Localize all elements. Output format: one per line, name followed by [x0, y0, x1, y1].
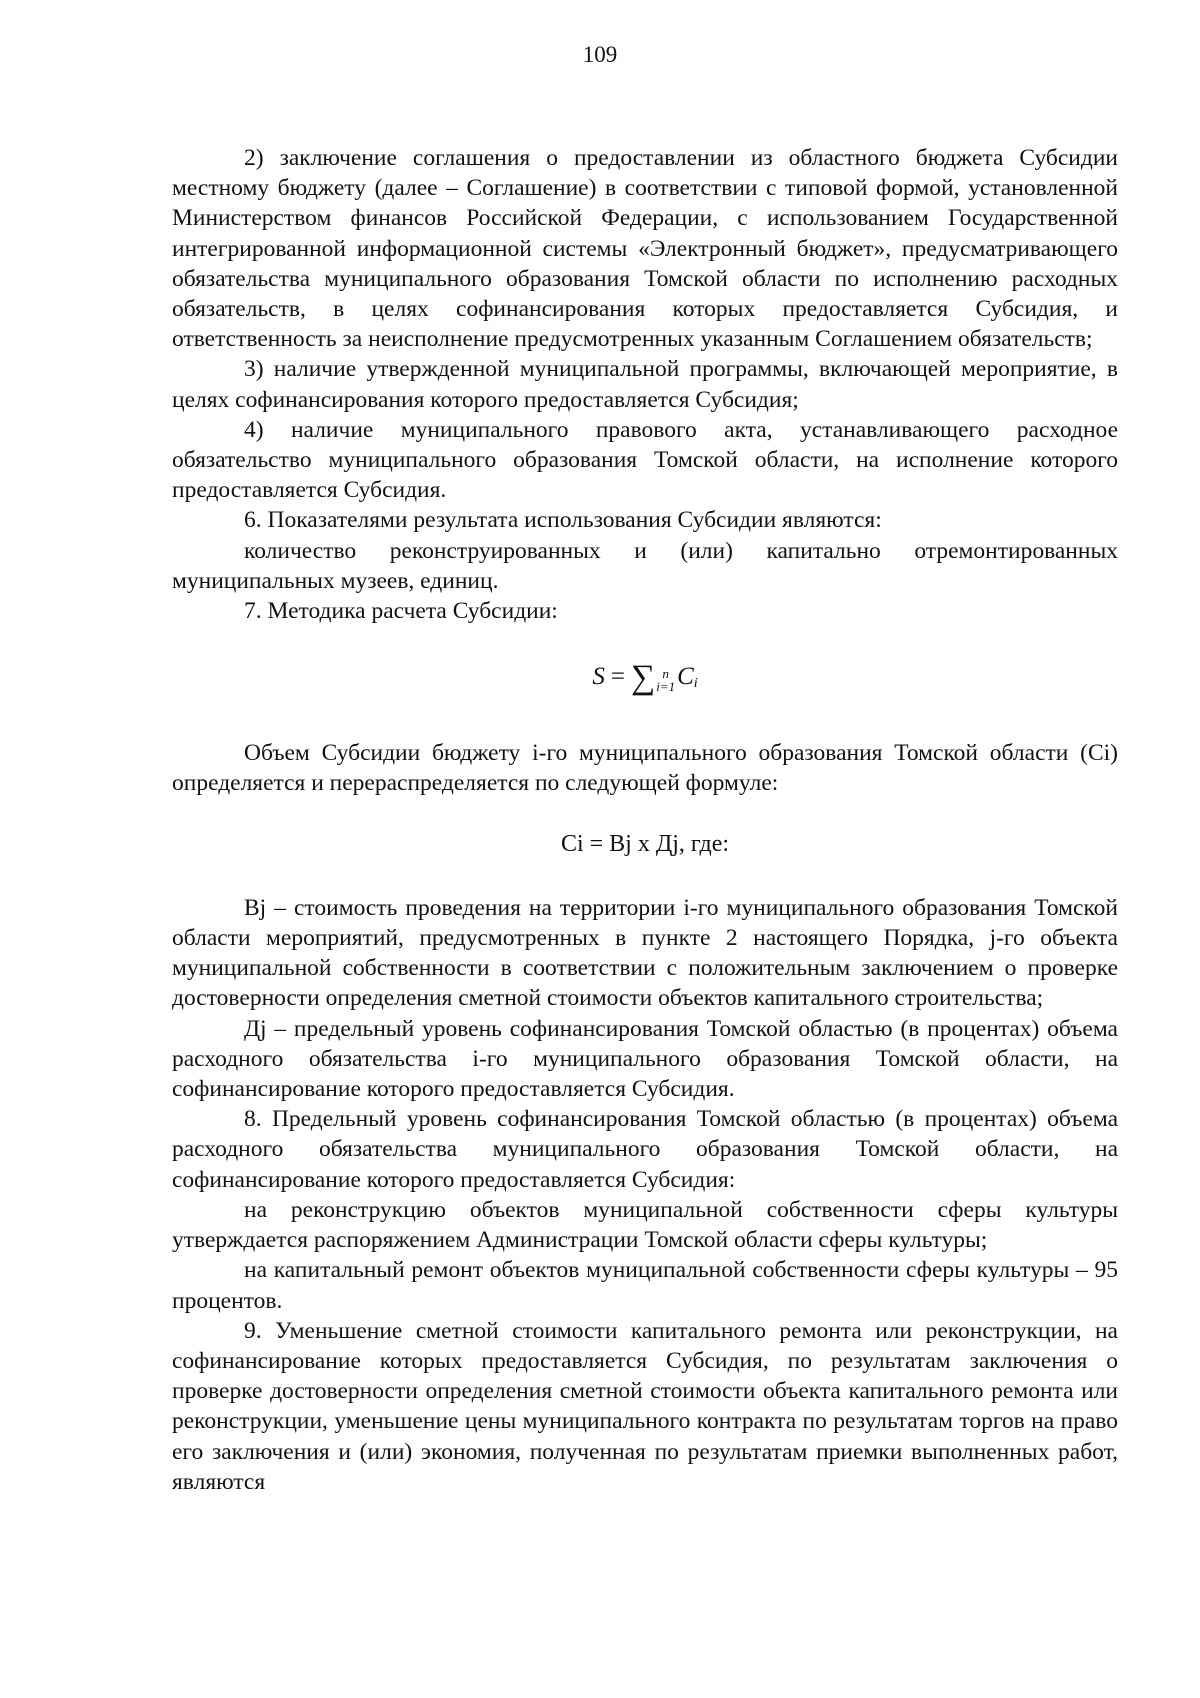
paragraph-cofinancing-level: 8. Предельный уровень софинансирования Томской областью (в процентах) объема расходного обязательства муниципального образования Томской области, на софинансирование которого предоставляется Субсидия:: [172, 1106, 1118, 1193]
document-body: [172, 143, 1118, 1497]
formula-sum-lower: i=1: [656, 679, 676, 695]
paragraph-cost-reduction: 9. Уменьшение сметной стоимости капитального ремонта или реконструкции, на софинансирование которых предоставляется Субсидия, по результатам заключения о проверке достоверности определения сметной стоимости объекта капитального ремонта или реконструкции, уменьшение цены муниципального контракта по результатам торгов на право его заключения и (или) экономия, полученная по результатам приемки выполненных работ, являются: [172, 1317, 1118, 1495]
formula-sum-lhs: S: [592, 663, 605, 691]
paragraph-subsidy-volume: Объем Субсидии бюджету i-го муниципального образования Томской области (Ci) определяется и перераспределяется по следующей формуле:: [172, 740, 1118, 797]
formula-sum-term-sub: i: [693, 676, 698, 692]
page-number: 109: [582, 42, 618, 67]
formula-sum-limits: [656, 667, 675, 693]
paragraph-museums: количество реконструированных и (или) капитально отремонтированных муниципальных музеев, единиц.: [172, 537, 1118, 594]
paragraph-program: 3) наличие утвержденной муниципальной программы, включающей мероприятие, в целях софинансирования которого предоставляется Субсидия;: [172, 356, 1118, 413]
formula-sum-term: C: [677, 663, 694, 691]
paragraph-reconstruction: на реконструкцию объектов муниципальной собственности сферы культуры утверждается распоряжением Администрации Томской области сферы культуры;: [172, 1196, 1118, 1254]
formula-sum: [172, 646, 1118, 708]
paragraph-capital-repair: на капитальный ремонт объектов муниципальной собственности сферы культуры – 95 процентов.: [172, 1257, 1118, 1314]
formula-ci: Ci = Bj x Дj, где:: [560, 830, 730, 857]
paragraph-dj-definition: Дj – предельный уровень софинансирования Томской областью (в процентах) объема расходного обязательства i-го муниципального образования Томской области, на софинансирование которого предоставляется Субсидия.: [172, 1015, 1118, 1103]
formula-sum-equals: =: [610, 663, 625, 691]
formula-sum-sigma: ∑: [630, 659, 656, 697]
formula-sum-upper: n: [662, 666, 669, 682]
paragraph-bj-definition: Bj – стоимость проведения на территории i-го муниципального образования Томской области мероприятий, предусмотренных в пункте 2 настоящего Порядка, j-го объекта муниципальной собственности в соответствии с положительным заключением о проверке достоверности определения сметной стоимости объектов капитального строительства;: [172, 894, 1118, 1012]
paragraph-agreement: 2) заключение соглашения о предоставлении из областного бюджета Субсидии местному бюджету (далее – Соглашение) в соответствии с типовой формой, установленной Министерством финансов Российской Федерации, с использованием Государственной интегрированной информационной системы «Электронный бюджет», предусматривающего обязательства муниципального образования Томской области по исполнению расходных обязательств, в целях софинансирования которых предоставляется Субсидия, и ответственность за неисполнение предусмотренных указанным Соглашением обязательств;: [172, 145, 1118, 353]
paragraph-methodology: 7. Методика расчета Субсидии:: [244, 598, 558, 625]
paragraph-legal-act: 4) наличие муниципального правового акта, устанавливающего расходное обязательство муниципального образования Томской области, на исполнение которого предоставляется Субсидия.: [172, 416, 1118, 504]
paragraph-indicators: 6. Показателями результата использования Субсидии являются:: [244, 507, 882, 534]
